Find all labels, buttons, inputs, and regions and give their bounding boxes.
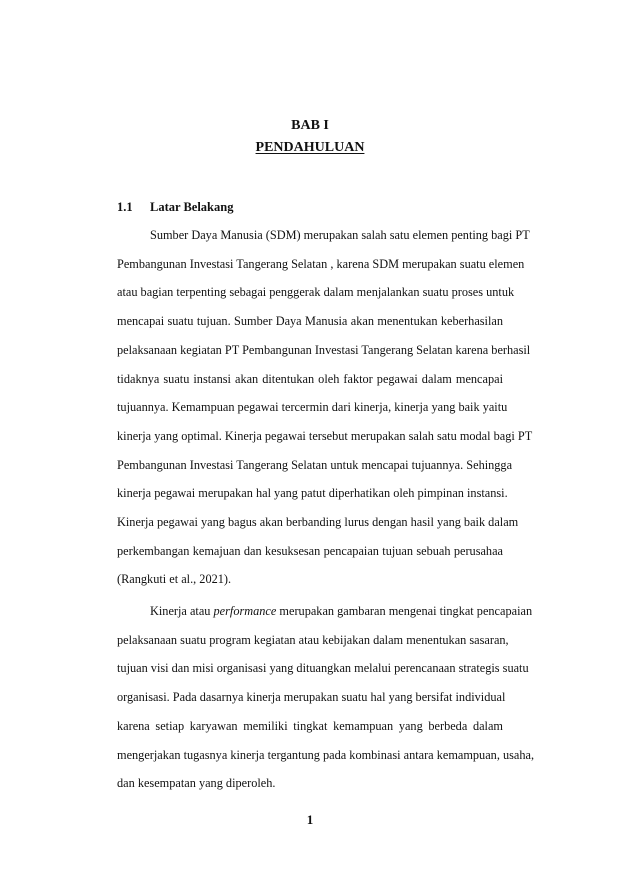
paragraph-line: tujuannya. Kemampuan pegawai tercermin dari kinerja, kinerja yang baik yaitu (117, 400, 508, 415)
paragraph-line (150, 602, 533, 620)
paragraph-line: pelaksanaan kegiatan PT Pembangunan Investasi Tangerang Selatan karena berhasil (117, 342, 531, 357)
paragraph-line: Pembangunan Investasi Tangerang Selatan , karena SDM merupakan suatu elemen (117, 256, 525, 271)
paragraph-line: mengerjakan tugasnya kinerja tergantung pada kombinasi antara kemampuan, usaha, (117, 747, 535, 762)
paragraph-line: Sumber Daya Manusia (SDM) merupakan salah satu elemen penting bagi PT (150, 228, 530, 242)
chapter-number: BAB I (291, 118, 329, 133)
paragraph-line: (Rangkuti et al., 2021). (117, 572, 232, 587)
paragraph-line: Pembangunan Investasi Tangerang Selatan untuk mencapai tujuannya. Sehingga (117, 457, 513, 472)
paragraph-line: perkembangan kemajuan dan kesuksesan pencapaian tujuan sebuah perusahaa (117, 543, 503, 558)
paragraph-line: tidaknya suatu instansi akan ditentukan oleh faktor pegawai dalam mencapai (117, 371, 503, 386)
paragraph-line: organisasi. Pada dasarnya kinerja merupakan suatu hal yang bersifat individual (117, 690, 506, 705)
paragraph-line: tujuan visi dan misi organisasi yang dituangkan melalui perencanaan strategis suatu (117, 661, 529, 676)
text-run: Kinerja atau (150, 604, 214, 618)
section-number: 1.1 (117, 200, 133, 214)
page-number: 1 (306, 812, 314, 827)
paragraph-line: Kinerja pegawai yang bagus akan berbanding lurus dengan hasil yang baik dalam (117, 515, 519, 529)
section-heading (117, 199, 233, 215)
chapter-title: PENDAHULUAN (255, 140, 365, 155)
paragraph-line: dan kesempatan yang diperoleh. (117, 776, 276, 791)
italic-term: performance (213, 604, 277, 618)
paragraph-line: karena setiap karyawan memiliki tingkat kemampuan yang berbeda dalam (117, 718, 503, 733)
paragraph-line: pelaksanaan suatu program kegiatan atau kebijakan dalam menentukan sasaran, (117, 632, 509, 647)
paragraph-line: kinerja pegawai merupakan hal yang patut diperhatikan oleh pimpinan instansi. (117, 486, 508, 501)
paragraph-line: mencapai suatu tujuan. Sumber Daya Manusia akan menentukan keberhasilan (117, 314, 503, 329)
text-run: merupakan gambaran mengenai tingkat pencapaian (276, 604, 533, 618)
section-title: Latar Belakang (150, 200, 234, 214)
paragraph-line: atau bagian terpenting sebagai penggerak dalam menjalankan suatu proses untuk (117, 285, 515, 300)
paragraph-line: kinerja yang optimal. Kinerja pegawai tersebut merupakan salah satu modal bagi PT (117, 428, 533, 443)
